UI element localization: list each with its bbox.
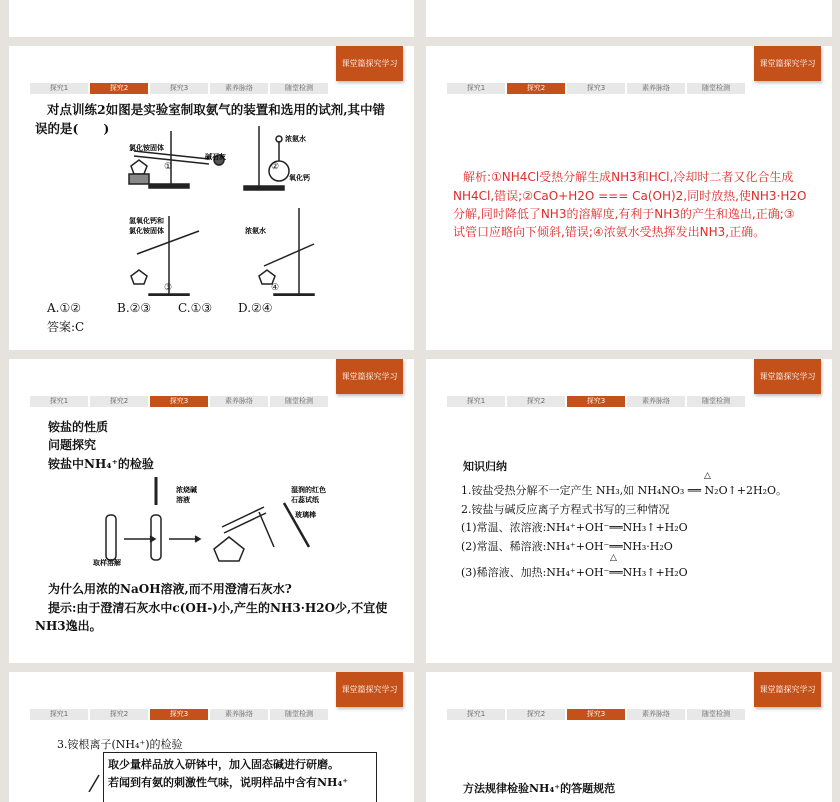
tab-5[interactable]: 随堂检测 bbox=[687, 83, 745, 94]
label-mix-1: 氢氧化钙和 bbox=[129, 216, 164, 225]
summary-line-1: 1.铵盐受热分解不一定产生 NH₃,如 NH₄NO₃ ══ N₂O↑+2H₂O。 bbox=[461, 484, 788, 497]
tab-3[interactable]: 探究3 bbox=[150, 396, 208, 407]
section-badge: 课堂篇探究学习 bbox=[754, 672, 821, 707]
tab-bar bbox=[447, 709, 745, 720]
tab-1[interactable]: 探究1 bbox=[447, 83, 505, 94]
tab-4[interactable]: 素养脉络 bbox=[627, 396, 685, 407]
num-3: ③ bbox=[164, 283, 173, 293]
label-litmus-1: 湿润的红色 bbox=[291, 485, 326, 494]
tab-bar bbox=[30, 83, 328, 94]
slide-top-right bbox=[426, 0, 832, 37]
summary-line-4: (2)常温、稀溶液:NH₄⁺+OH⁻══NH₃·H₂O bbox=[461, 540, 673, 553]
slide-knowledge-summary[interactable] bbox=[426, 359, 832, 663]
label-mix-2: 氯化铵固体 bbox=[129, 226, 164, 235]
tab-bar bbox=[447, 396, 745, 407]
tab-2[interactable]: 探究2 bbox=[507, 709, 565, 720]
label-sample: 取样溶解 bbox=[93, 558, 121, 567]
label-naoh-2: 溶液 bbox=[176, 495, 190, 504]
analysis-line-4: 试管口应略向下倾斜,错误;④浓氨水受热挥发出NH3,正确。 bbox=[453, 225, 766, 239]
tab-bar bbox=[30, 709, 328, 720]
analysis-line-2: NH4Cl,错误;②CaO+H2O === Ca(OH)2,同时放热,使NH3·H2O bbox=[453, 189, 807, 203]
tab-5[interactable]: 随堂检测 bbox=[687, 396, 745, 407]
test-title: 3.铵根离子(NH₄⁺)的检验 bbox=[57, 738, 183, 751]
label-cao: 氧化钙 bbox=[289, 173, 310, 182]
label-glass-rod: 玻璃棒 bbox=[295, 510, 316, 519]
slide-analysis[interactable] bbox=[426, 46, 832, 350]
tab-2[interactable]: 探究2 bbox=[507, 396, 565, 407]
option-a[interactable]: A.①② bbox=[47, 301, 81, 315]
tab-3[interactable]: 探究3 bbox=[567, 83, 625, 94]
heading-inquiry: 问题探究 bbox=[48, 438, 97, 452]
summary-line-5: (3)稀溶液、加热:NH₄⁺+OH⁻══NH₃↑+H₂O bbox=[461, 566, 688, 579]
analysis-line-1: 解析:①NH4Cl受热分解生成NH3和HCl,冷却时二者又化合生成 bbox=[463, 170, 794, 184]
section-badge: 课堂篇探究学习 bbox=[336, 672, 403, 707]
tab-5[interactable]: 随堂检测 bbox=[687, 709, 745, 720]
num-1: ① bbox=[164, 162, 173, 172]
tab-4[interactable]: 素养脉络 bbox=[210, 396, 268, 407]
tab-2[interactable]: 探究2 bbox=[90, 83, 148, 94]
slide-top-left bbox=[9, 0, 414, 37]
tab-4[interactable]: 素养脉络 bbox=[627, 83, 685, 94]
arrow-icon bbox=[87, 772, 103, 792]
tab-5[interactable]: 随堂检测 bbox=[270, 709, 328, 720]
hint-line-2: NH3逸出。 bbox=[35, 619, 102, 633]
summary-line-3: (1)常温、浓溶液:NH₄⁺+OH⁻══NH₃↑+H₂O bbox=[461, 521, 688, 534]
hint-line-1: 提示:由于澄清石灰水中c(OH-)小,产生的NH3·H2O少,不宜使 bbox=[48, 601, 388, 615]
section-badge: 课堂篇探究学习 bbox=[754, 46, 821, 81]
num-2: ② bbox=[271, 162, 280, 172]
analysis-line-3: 分解,同时降低了NH3的溶解度,有利于NH3的产生和逸出,正确;③ bbox=[453, 207, 795, 221]
box-line-1: 取少量样品放入研钵中，加入固态碱进行研磨。 bbox=[108, 758, 339, 771]
tab-3[interactable]: 探究3 bbox=[567, 396, 625, 407]
section-badge: 课堂篇探究学习 bbox=[336, 46, 403, 81]
heading-test: 铵盐中NH₄⁺的检验 bbox=[48, 457, 154, 471]
box-line-2: 若闻到有氨的刺激性气味，说明样品中含有NH₄⁺ bbox=[108, 776, 349, 789]
tab-1[interactable]: 探究1 bbox=[30, 83, 88, 94]
tab-1[interactable]: 探究1 bbox=[447, 396, 505, 407]
section-badge: 课堂篇探究学习 bbox=[336, 359, 403, 394]
delta-2: △ bbox=[610, 553, 617, 563]
slide-ammonium-properties[interactable] bbox=[9, 359, 414, 663]
tab-1[interactable]: 探究1 bbox=[447, 709, 505, 720]
label-conc-ammonia-2: 浓氨水 bbox=[245, 226, 266, 235]
question-line-1: 对点训练2如图是实验室制取氨气的装置和选用的试剂,其中错 bbox=[47, 102, 386, 117]
section-badge: 课堂篇探究学习 bbox=[754, 359, 821, 394]
slide-ammonium-test[interactable] bbox=[9, 672, 414, 802]
tab-4[interactable]: 素养脉络 bbox=[210, 709, 268, 720]
option-b[interactable]: B.②③ bbox=[117, 301, 152, 315]
tab-3[interactable]: 探究3 bbox=[150, 709, 208, 720]
option-c[interactable]: C.①③ bbox=[178, 301, 213, 315]
label-litmus-2: 石蕊试纸 bbox=[291, 495, 319, 504]
tab-2[interactable]: 探究2 bbox=[90, 709, 148, 720]
summary-title: 知识归纳 bbox=[463, 460, 507, 473]
slide-method-rules[interactable] bbox=[426, 672, 832, 802]
tab-5[interactable]: 随堂检测 bbox=[270, 396, 328, 407]
tab-5[interactable]: 随堂检测 bbox=[270, 83, 328, 94]
method-title: 方法规律检验NH₄⁺的答题规范 bbox=[463, 782, 616, 795]
test-procedure-diagram bbox=[94, 477, 324, 567]
tab-3[interactable]: 探究3 bbox=[567, 709, 625, 720]
tab-4[interactable]: 素养脉络 bbox=[210, 83, 268, 94]
option-d[interactable]: D.②④ bbox=[238, 301, 273, 315]
tab-bar bbox=[447, 83, 745, 94]
tab-3[interactable]: 探究3 bbox=[150, 83, 208, 94]
tab-bar bbox=[30, 396, 328, 407]
tab-1[interactable]: 探究1 bbox=[30, 709, 88, 720]
label-soda-lime: 碱石灰 bbox=[205, 152, 226, 161]
label-conc-ammonia: 浓氨水 bbox=[285, 134, 306, 143]
tab-4[interactable]: 素养脉络 bbox=[627, 709, 685, 720]
answer: 答案:C bbox=[47, 320, 85, 334]
tab-1[interactable]: 探究1 bbox=[30, 396, 88, 407]
question-line-2: 误的是( ) bbox=[35, 121, 110, 136]
slide-practice-2[interactable] bbox=[9, 46, 414, 350]
tab-2[interactable]: 探究2 bbox=[90, 396, 148, 407]
summary-line-2: 2.铵盐与碱反应离子方程式书写的三种情况 bbox=[461, 503, 670, 516]
question: 为什么用浓的NaOH溶液,而不用澄清石灰水? bbox=[48, 582, 292, 596]
heading-properties: 铵盐的性质 bbox=[48, 420, 109, 434]
label-naoh-1: 浓烧碱 bbox=[176, 485, 197, 494]
delta-1: △ bbox=[704, 471, 711, 481]
num-4: ④ bbox=[271, 283, 280, 293]
tab-2[interactable]: 探究2 bbox=[507, 83, 565, 94]
label-nh4cl: 氯化铵固体 bbox=[129, 143, 164, 152]
